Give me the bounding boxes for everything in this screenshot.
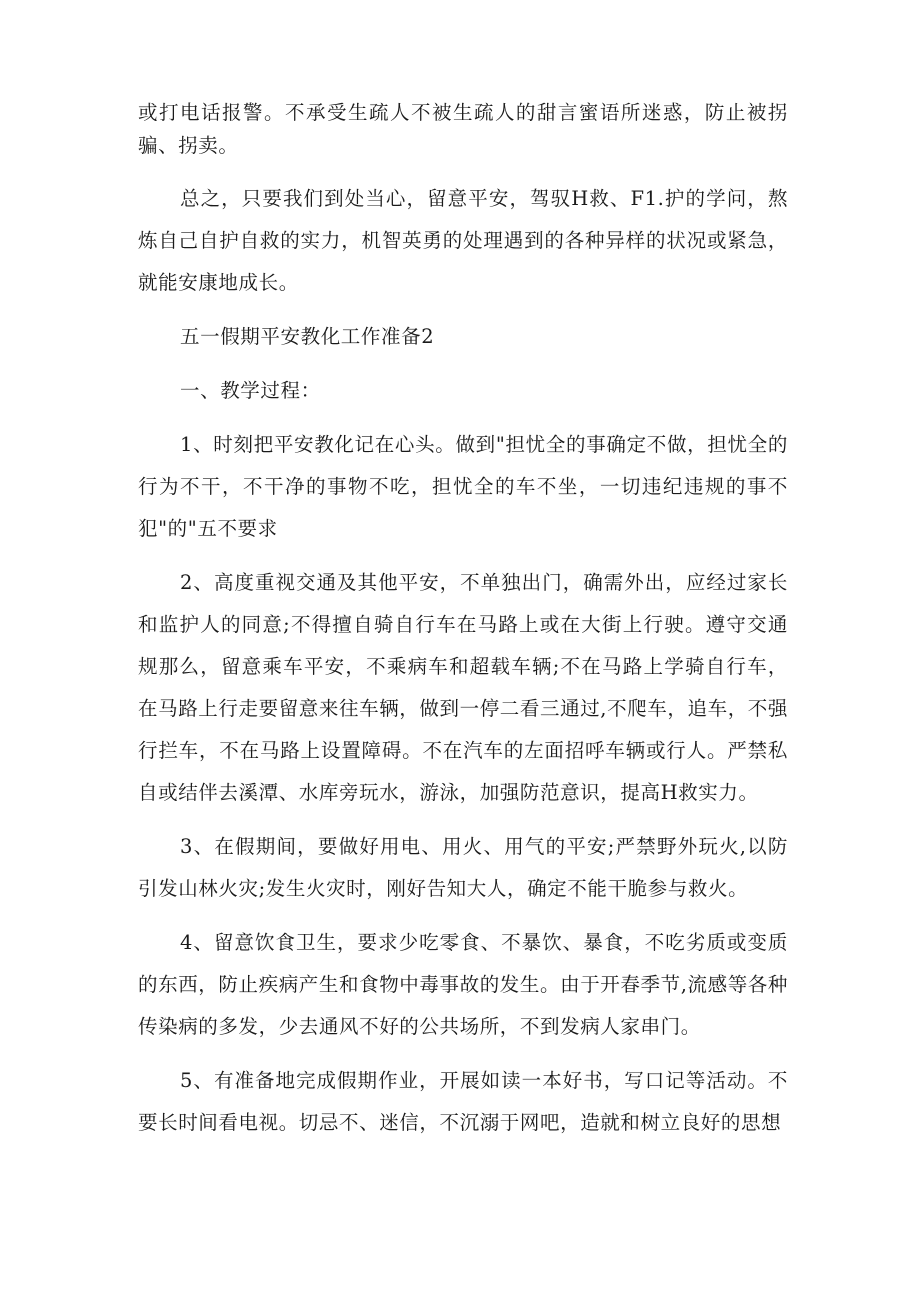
list-item-2: 2、高度重视交通及其他平安，不单独出门，确需外出，应经过家长和监护人的同意;不得擅自骑自行车在马路上或在大街上行驶。遵守交通规那么，留意乘车平安，不乘病车和超载车辆;不在马路上学骑自行车，在马路上行走要留意来往车辆，做到一停二看三通过,不爬车，追车，不强行拦车，不在马路上设置障碍。不在汽车的左面招呼车辆或行人。严禁私自或结伴去溪潭、水库旁玩水，游泳，加强防范意识，提高H救实力。	[138, 571, 788, 804]
list-item-1: 1、时刻把平安教化记在心头。做到"担忧全的事确定不做，担忧全的行为不干，不干净的事物不吃，担忧全的车不坐，一切违纪违规的事不犯"的"五不要求	[138, 433, 788, 540]
list-item-3: 3、在假期间，要做好用电、用火、用气的平安;严禁野外玩火,以防引发山林火灾;发生火灾时，刚好告知大人，确定不能干脆参与救火。	[138, 835, 788, 900]
document-body	[138, 96, 788, 1156]
section-title: 五一假期平安教化工作准备2	[180, 325, 435, 348]
list-item-4: 4、留意饮食卫生，要求少吃零食、不暴饮、暴食，不吃劣质或变质的东西，防止疾病产生和食物中毒事故的发生。由于开春季节,流感等各种传染病的多发，少去通风不好的公共场所，不到发病人家串门。	[138, 931, 788, 1038]
section-heading-teaching-process: 一、教学过程：	[180, 379, 321, 402]
list-item-5: 5、有准备地完成假期作业，开展如读一本好书，写口记等活动。不要长时间看电视。切忌不、迷信，不沉溺于网吧，造就和树立良好的思想	[138, 1069, 788, 1134]
paragraph-conclusion: 总之，只要我们到处当心，留意平安，驾驭H救、F1.护的学问，熬炼自己自护自救的实力，机智英勇的处理遇到的各种异样的状况或紧急，就能安康地成长。	[138, 187, 788, 294]
paragraph-stranger-warning: 或打电话报警。不承受生疏人不被生疏人的甜言蜜语所迷惑，防止被拐骗、拐卖。	[138, 101, 788, 157]
